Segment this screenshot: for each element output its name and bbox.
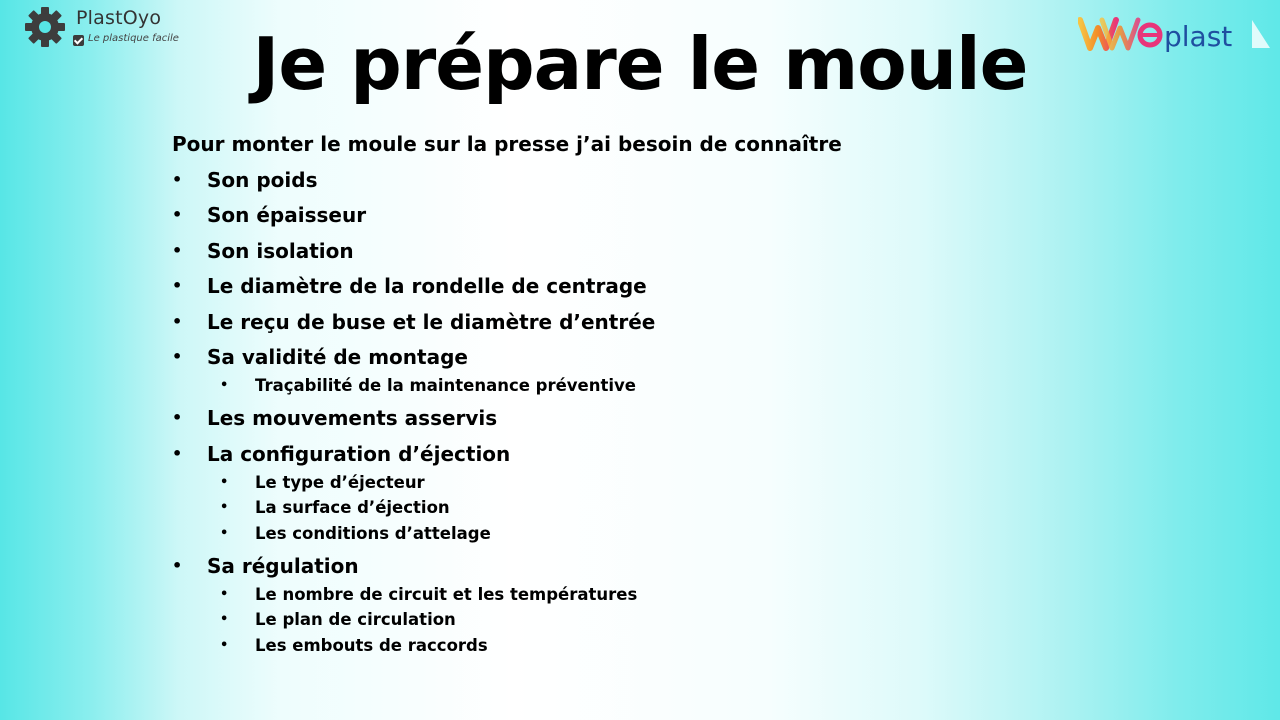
list-item-label: Son poids — [207, 167, 318, 192]
slide-content — [172, 128, 1152, 659]
list-item-label: Le reçu de buse et le diamètre d’entrée — [207, 309, 656, 334]
bullet-icon: • — [220, 586, 229, 602]
list-item — [172, 438, 1152, 547]
list-item-row — [172, 235, 1152, 267]
sub-list-item — [172, 582, 1152, 608]
list-item-label: Le diamètre de la rondelle de centrage — [207, 274, 647, 298]
list-item-label: Sa validité de montage — [207, 345, 468, 369]
slide-title: Je prépare le moule — [252, 22, 1028, 106]
sub-list-item — [172, 470, 1152, 496]
list-item-row — [172, 270, 1152, 302]
list-item-row — [172, 438, 1152, 470]
sub-list-item — [172, 521, 1152, 547]
sub-list — [172, 582, 1152, 659]
sub-list-item — [172, 495, 1152, 521]
svg-text:plast: plast — [1164, 20, 1233, 53]
bullet-icon: • — [172, 205, 183, 224]
sub-list-item-label: La surface d’éjection — [255, 498, 450, 517]
sub-list-item-label: Les embouts de raccords — [255, 635, 488, 655]
bullet-icon: • — [172, 276, 183, 295]
list-item-row — [172, 199, 1152, 231]
sub-list-item-label: Les conditions d’attelage — [255, 523, 491, 543]
sub-list-item — [172, 373, 1152, 399]
sub-list-item — [172, 607, 1152, 633]
bullet-icon: • — [220, 637, 229, 653]
bullet-icon: • — [172, 443, 183, 463]
sub-list-item — [172, 633, 1152, 659]
list-item-row — [172, 341, 1152, 373]
sub-list-item-label: Le plan de circulation — [255, 610, 456, 629]
list-item-row — [172, 306, 1152, 338]
bullet-icon: • — [172, 311, 183, 331]
list-item — [172, 199, 1152, 231]
bullet-icon: • — [220, 612, 229, 627]
sub-list-item-label: Le nombre de circuit et les températures — [255, 584, 638, 604]
bullet-icon: • — [172, 408, 183, 427]
list-item-label: Son isolation — [207, 238, 354, 263]
bullet-icon: • — [220, 474, 229, 490]
bullet-icon: • — [172, 169, 183, 189]
list-item-label: Sa régulation — [207, 553, 359, 578]
list-item — [172, 270, 1152, 302]
list-item — [172, 341, 1152, 399]
sub-list — [172, 470, 1152, 547]
bullet-icon: • — [220, 378, 229, 393]
intro-text: Pour monter le moule sur la presse j’ai besoin de connaître — [172, 132, 842, 156]
plastoyo-brand-text: PlastOyo — [76, 7, 162, 29]
plastoyo-tagline: Le plastique facile — [88, 33, 179, 44]
sub-list-item-label: Traçabilité de la maintenance préventive — [255, 376, 636, 395]
list-item-row — [172, 164, 1152, 196]
sub-list — [172, 373, 1152, 399]
list-item — [172, 306, 1152, 338]
list-item — [172, 402, 1152, 434]
list-item-label: Son épaisseur — [207, 203, 367, 227]
sub-list-item-label: Le type d’éjecteur — [255, 472, 425, 492]
bullet-icon: • — [172, 555, 183, 575]
list-item-label: Les mouvements asservis — [207, 406, 498, 430]
list-item — [172, 164, 1152, 196]
requirements-list — [172, 164, 1152, 659]
bullet-icon: • — [172, 240, 183, 260]
list-item-row — [172, 402, 1152, 434]
list-item-label: La configuration d’éjection — [207, 441, 511, 466]
list-item — [172, 235, 1152, 267]
bullet-icon: • — [220, 525, 229, 541]
list-item-row — [172, 550, 1152, 582]
list-item — [172, 550, 1152, 659]
bullet-icon: • — [220, 500, 229, 515]
bullet-icon: • — [172, 347, 183, 366]
